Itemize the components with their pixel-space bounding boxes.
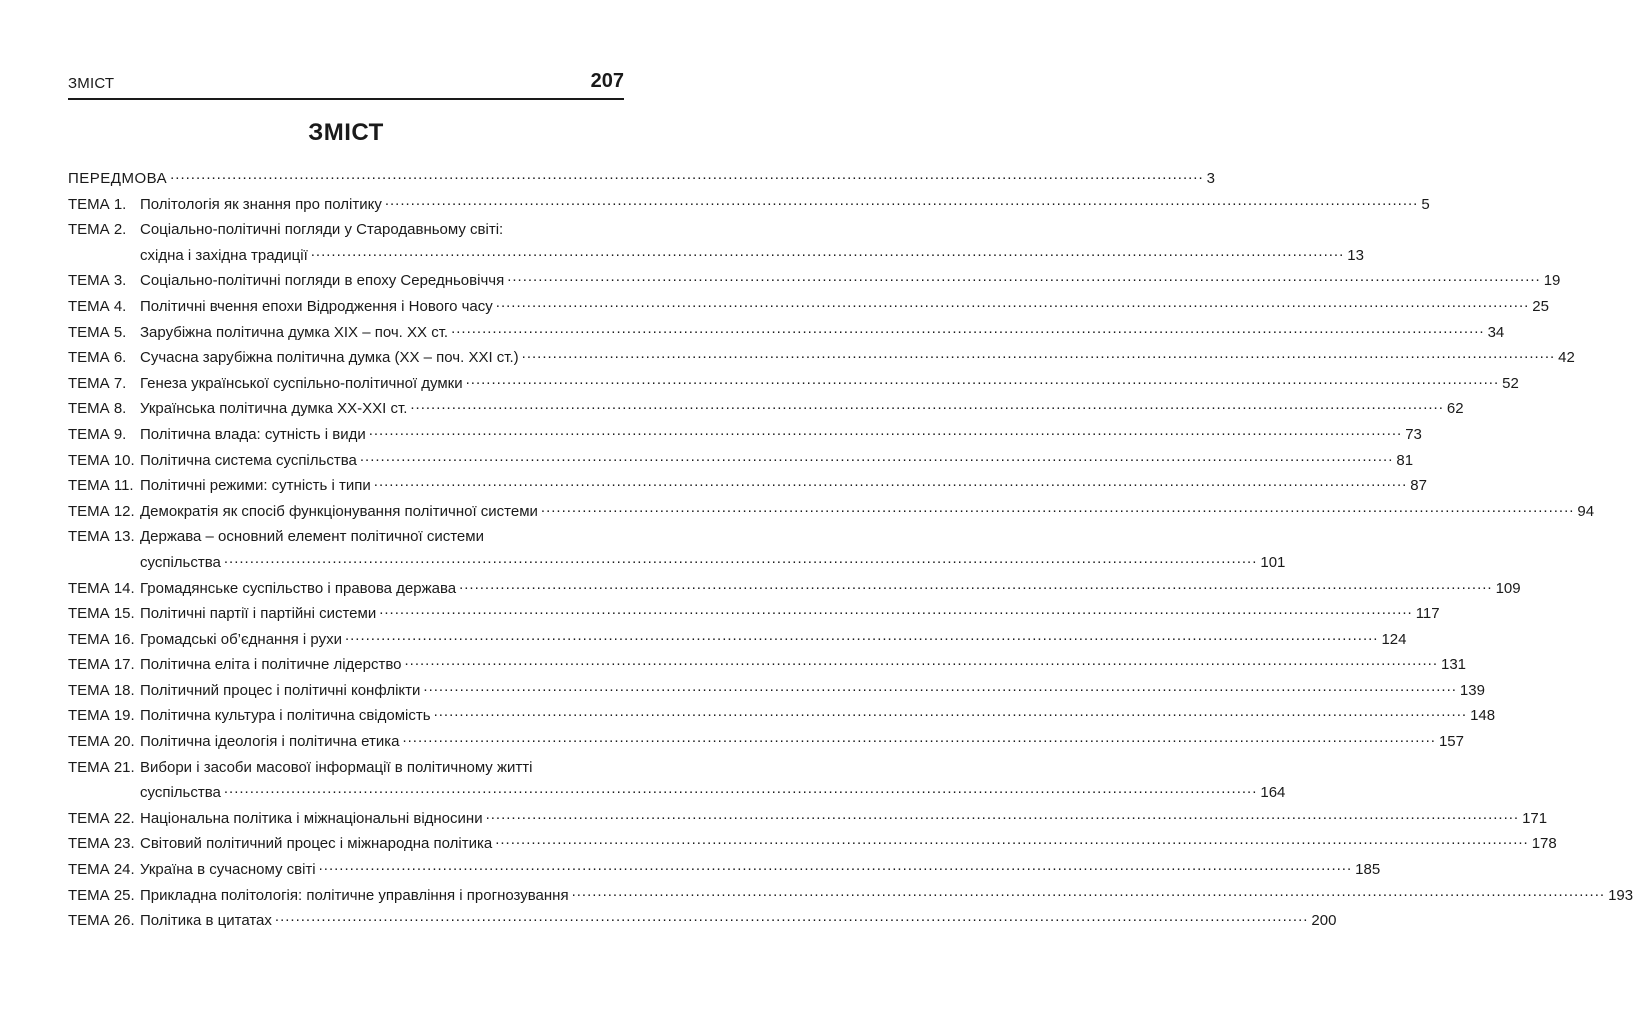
toc-entry[interactable] <box>68 857 1381 883</box>
toc-entry-label: ТЕМА 24. <box>68 861 135 879</box>
toc-entry-title: Політичний процес і політичні конфлікти <box>140 681 421 699</box>
toc-entry-title: Світовий політичний процес і міжнародна політика <box>140 835 493 853</box>
toc-entry-line <box>68 857 1381 883</box>
toc-entry-title: Політичні вчення епохи Відродження і Нового часу <box>140 297 493 315</box>
toc-leader-dots: ........................................................................................................................................................................................................ <box>359 447 1394 465</box>
toc-entry-label: ТЕМА 17. <box>68 656 135 674</box>
toc-entry-title: Українська політична думка XX-XXI ст. <box>140 400 408 418</box>
toc-entry-title: Політична культура і політична свідомість <box>140 707 431 725</box>
toc-leader-dots: ........................................................................................................................................................................................................ <box>459 575 1493 593</box>
toc-entry-title: Сучасна зарубіжна політична думка (XX – поч. XXI ст.) <box>140 349 519 367</box>
toc-entry[interactable] <box>68 729 1464 755</box>
toc-entry-page: 109 <box>1495 579 1521 597</box>
toc-entry-title: Генеза української суспільно-політичної думки <box>140 374 463 392</box>
toc-entry-label: ТЕМА 3. <box>68 272 127 290</box>
toc-entry[interactable] <box>68 908 1337 934</box>
toc-entry-label: ТЕМА 22. <box>68 809 135 827</box>
toc-entry-label: ТЕМА 11. <box>68 477 134 495</box>
toc-entry-page: 157 <box>1438 733 1464 751</box>
toc-entry-label: ПЕРЕДМОВА <box>68 170 168 187</box>
toc-leader-dots: ........................................................................................................................................................................................................ <box>495 293 1530 311</box>
toc-entry-title: Політична еліта і політичне лідерство <box>140 656 402 674</box>
toc-entry-page: 164 <box>1260 784 1286 802</box>
toc-entry-title: Демократія як спосіб функціонування політичної системи <box>140 502 538 520</box>
toc-entry-title: Громадянське суспільство і правова держава <box>140 579 457 597</box>
toc-leader-dots: ........................................................................................................................................................................................................ <box>368 421 1403 439</box>
toc-leader-dots: ........................................................................................................................................................................................................ <box>495 831 1529 849</box>
toc-entry-title: Зарубіжна політична думка XIX – поч. XX ст. <box>140 323 449 341</box>
toc-entry-label: ТЕМА 16. <box>68 630 135 648</box>
toc-leader-dots: ........................................................................................................................................................................................................ <box>451 319 1485 337</box>
toc-entry-page: 131 <box>1441 656 1467 674</box>
toc-entry-label: ТЕМА 25. <box>68 886 135 904</box>
toc-entry-page: 148 <box>1470 707 1496 725</box>
toc-leader-dots: ........................................................................................................................................................................................................ <box>223 549 1258 567</box>
toc-entry-label: ТЕМА 12. <box>68 502 135 520</box>
toc-entry-page: 34 <box>1487 323 1505 341</box>
toc-entry-page: 5 <box>1421 195 1430 213</box>
toc-entry-page: 124 <box>1381 630 1407 648</box>
toc-entry-page: 185 <box>1355 861 1381 879</box>
toc-entry-label: ТЕМА 2. <box>68 221 127 239</box>
toc-entry-title: Політична система суспільства <box>140 451 357 469</box>
page-number: 207 <box>590 70 624 92</box>
toc-leader-dots: ........................................................................................................................................................................................................ <box>571 882 1606 900</box>
toc-entry[interactable] <box>68 473 1427 499</box>
toc-entry-label: ТЕМА 6. <box>68 349 127 367</box>
toc-leader-dots: ........................................................................................................................................................................................................ <box>310 242 1345 260</box>
toc-entry-label: ТЕМА 10. <box>68 451 135 469</box>
toc-leader-dots: ........................................................................................................................................................................................................ <box>373 473 1408 491</box>
toc-entry-title: Прикладна політологія: політичне управління і прогнозування <box>140 886 569 904</box>
toc-entry-title: суспільства <box>140 553 221 571</box>
toc-entry-page: 101 <box>1260 553 1286 571</box>
toc-entry-label: ТЕМА 5. <box>68 323 127 341</box>
toc-entry[interactable] <box>68 498 1595 525</box>
toc-entry-page: 178 <box>1531 835 1557 853</box>
toc-heading: ЗМІСТ <box>308 119 384 146</box>
toc-entry-title: Вибори і засоби масової інформації в політичному житті <box>140 758 533 776</box>
toc-entry-page: 117 <box>1415 605 1440 623</box>
toc-entry-title: Національна політика і міжнаціональні відносини <box>140 809 483 827</box>
toc-leader-dots: ........................................................................................................................................................................................................ <box>521 345 1556 363</box>
toc-entry-label: ТЕМА 26. <box>68 912 135 930</box>
toc-entry-label: ТЕМА 14. <box>68 579 135 597</box>
toc-entry-title: Політична ідеологія і політична етика <box>140 733 400 751</box>
toc-leader-dots: ........................................................................................................................................................................................................ <box>423 677 1457 695</box>
toc-entry-page: 13 <box>1347 246 1364 264</box>
toc-entry-label: ТЕМА 18. <box>68 681 135 699</box>
toc-entry-page: 3 <box>1206 170 1215 187</box>
toc-entry-title: Політологія як знання про політику <box>140 195 382 213</box>
toc-leader-dots: ........................................................................................................................................................................................................ <box>170 166 1204 183</box>
toc-entry-title: Політична влада: сутність і види <box>140 425 366 443</box>
toc-entry-label: ТЕМА 13. <box>68 528 135 546</box>
toc-leader-dots: ........................................................................................................................................................................................................ <box>402 729 1436 747</box>
running-header-title: ЗМІСТ <box>68 75 115 92</box>
toc-entry-line <box>68 498 1595 525</box>
toc-leader-dots: ........................................................................................................................................................................................................ <box>507 268 1541 286</box>
toc-entry-label: ТЕМА 8. <box>68 400 127 418</box>
toc-entry-page: 193 <box>1608 886 1633 904</box>
toc-entry-page: 73 <box>1405 425 1422 443</box>
table-of-contents <box>68 166 1633 934</box>
toc-leader-dots: ........................................................................................................................................................................................................ <box>318 857 1353 875</box>
toc-leader-dots: ........................................................................................................................................................................................................ <box>410 396 1444 414</box>
toc-entry-label: ТЕМА 23. <box>68 835 135 853</box>
toc-entry[interactable] <box>68 191 1430 218</box>
toc-leader-dots: ........................................................................................................................................................................................................ <box>485 805 1520 823</box>
running-header <box>68 68 624 100</box>
toc-entry-label: ТЕМА 7. <box>68 374 127 392</box>
toc-entry-title: Соціально-політичні погляди у Стародавньому світі: <box>140 221 504 239</box>
toc-entry[interactable] <box>68 755 1286 806</box>
toc-entry-title: Громадські об’єднання і рухи <box>140 630 342 648</box>
toc-entry-page: 94 <box>1577 502 1595 520</box>
toc-entry-line <box>68 191 1430 218</box>
toc-leader-dots: ........................................................................................................................................................................................................ <box>433 703 1468 721</box>
toc-entry-title: Політичні партії і партійні системи <box>140 605 377 623</box>
toc-entry-label: ТЕМА 1. <box>68 195 127 213</box>
toc-leader-dots: ........................................................................................................................................................................................................ <box>384 191 1419 209</box>
toc-entry-label: ТЕМА 20. <box>68 733 135 751</box>
toc-leader-dots: ........................................................................................................................................................................................................ <box>379 601 1413 619</box>
toc-entry-page: 139 <box>1459 681 1485 699</box>
toc-entry-label: ТЕМА 4. <box>68 297 127 315</box>
toc-entry-page: 62 <box>1446 400 1464 418</box>
toc-entry-page: 200 <box>1311 912 1337 930</box>
toc-entry-page: 81 <box>1396 451 1414 469</box>
toc-entry-page: 19 <box>1543 272 1561 290</box>
toc-leader-dots: ........................................................................................................................................................................................................ <box>404 652 1438 670</box>
toc-entry-title: Соціально-політичні погляди в епоху Середньовіччя <box>140 272 505 290</box>
toc-entry-title: східна і західна традиції <box>140 246 308 264</box>
toc-entry-title: суспільства <box>140 784 221 802</box>
toc-leader-dots: ........................................................................................................................................................................................................ <box>223 780 1258 798</box>
toc-leader-dots: ........................................................................................................................................................................................................ <box>344 626 1379 644</box>
toc-entry-title: Держава – основний елемент політичної системи <box>140 528 484 546</box>
toc-entry-title: Україна в сучасному світі <box>140 861 316 879</box>
toc-entry-page: 42 <box>1558 349 1575 367</box>
toc-entry-title: Політика в цитатах <box>140 912 272 930</box>
toc-entry-label: ТЕМА 21. <box>68 758 135 776</box>
toc-entry-label: ТЕМА 15. <box>68 605 135 623</box>
toc-entry-page: 171 <box>1522 809 1548 827</box>
toc-entry[interactable] <box>68 217 1364 268</box>
toc-leader-dots: ........................................................................................................................................................................................................ <box>274 908 1309 926</box>
toc-entry-line <box>68 729 1464 755</box>
toc-entry-page: 87 <box>1410 477 1427 495</box>
toc-entry-line <box>68 473 1427 499</box>
toc-entry-page: 25 <box>1532 297 1549 315</box>
toc-entry-line <box>68 908 1337 934</box>
toc-entry-label: ТЕМА 9. <box>68 425 127 443</box>
toc-leader-dots: ........................................................................................................................................................................................................ <box>540 498 1575 516</box>
toc-entry-title: Політичні режими: сутність і типи <box>140 477 371 495</box>
toc-entry-page: 52 <box>1502 374 1519 392</box>
toc-entry-label: ТЕМА 19. <box>68 707 135 725</box>
toc-entry[interactable] <box>68 524 1286 575</box>
toc-leader-dots: ........................................................................................................................................................................................................ <box>465 370 1500 388</box>
